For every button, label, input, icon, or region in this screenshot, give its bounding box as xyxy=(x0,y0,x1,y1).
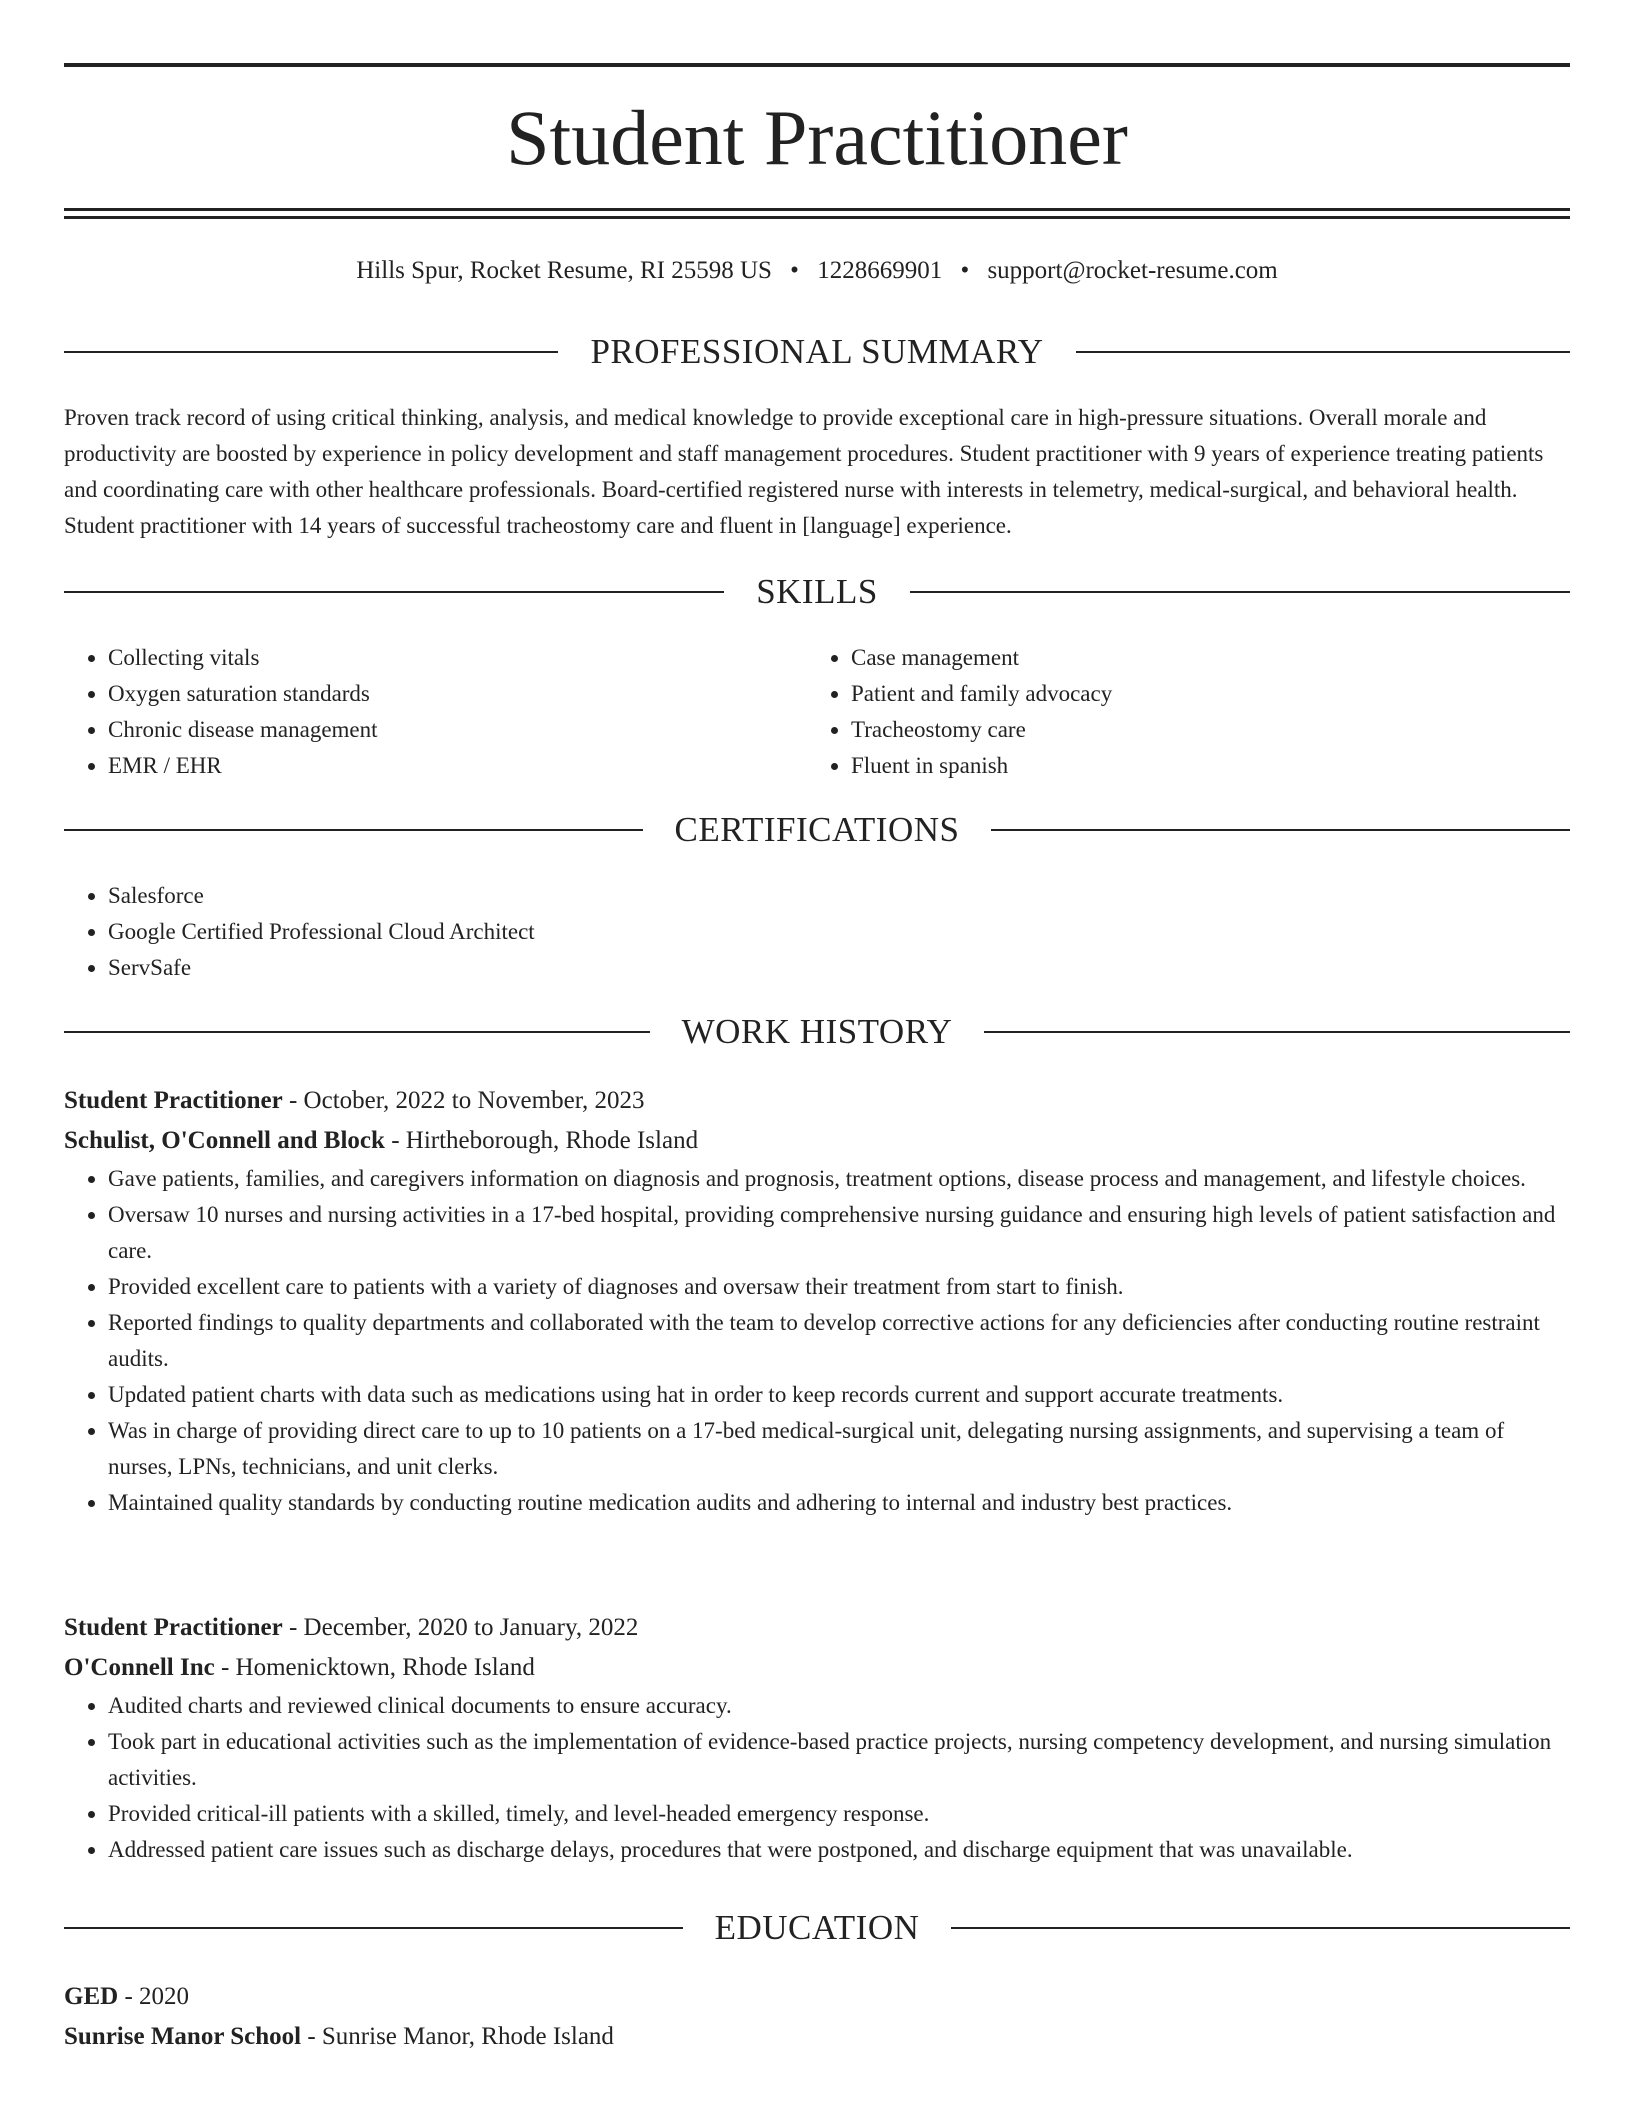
education-degree-line xyxy=(64,1977,1570,2017)
skill-item: • Oxygen saturation standards xyxy=(108,676,808,712)
section-title-skills: SKILLS xyxy=(756,572,878,611)
section-header-certifications xyxy=(64,808,1570,852)
section-title-education: EDUCATION xyxy=(714,1908,920,1947)
section-title-work: WORK HISTORY xyxy=(681,1012,953,1051)
job-bullet: • Took part in educational activities such as the implementation of evidence-based practice projects, nursing competency development, and nursing simulation activities. xyxy=(108,1724,1570,1796)
section-header-education xyxy=(64,1906,1570,1950)
job-dates: - October, 2022 to November, 2023 xyxy=(282,1087,645,1114)
skill-item: • Patient and family advocacy xyxy=(851,676,1551,712)
education-school-line xyxy=(64,2017,1570,2057)
section-header-work xyxy=(64,1010,1570,1054)
job-bullet: • Addressed patient care issues such as discharge delays, procedures that were postponed, and discharge equipment that was unavailable. xyxy=(108,1832,1570,1868)
job-bullet: • Reported findings to quality departments and collaborated with the team to develop corrective actions for any deficiencies after conducting routine restraint audits. xyxy=(108,1305,1570,1377)
education-school: Sunrise Manor School xyxy=(64,2023,302,2050)
job-location: - Homenicktown, Rhode Island xyxy=(214,1654,535,1681)
skill-item: • Tracheostomy care xyxy=(851,712,1551,748)
section-rule xyxy=(64,1927,683,1929)
job-entry xyxy=(64,1081,1570,1521)
job-company-line xyxy=(64,1121,1570,1161)
summary-text: Proven track record of using critical thinking, analysis, and medical knowledge to provide exceptional care in high-pressure situations. Overall morale and productivity are boosted by experience in policy development and staff management procedures. Student practitioner with 9 years of experience treating patients and coordinating care with other healthcare professionals. Board-certified registered nurse with interests in telemetry, medical-surgical, and behavioral health. Student practitioner with 14 years of successful tracheostomy care and fluent in [language] experience. xyxy=(64,405,1544,538)
resume-name-title: Student Practitioner xyxy=(506,94,1128,181)
job-company: Schulist, O'Connell and Block xyxy=(64,1127,385,1154)
contact-phone: 1228669901 xyxy=(817,257,943,284)
skill-item: • EMR / EHR xyxy=(108,748,808,784)
certification-item: • Google Certified Professional Cloud Architect xyxy=(108,914,1008,950)
job-title: Student Practitioner xyxy=(64,1614,283,1641)
title-rule-upper xyxy=(64,208,1570,211)
top-rule xyxy=(64,63,1570,67)
education-degree: GED xyxy=(64,1983,119,2010)
job-bullet: • Gave patients, families, and caregivers information on diagnosis and prognosis, treatment options, disease process and management, and lifestyle choices. xyxy=(108,1161,1570,1197)
section-rule xyxy=(910,591,1570,593)
job-bullet: • Maintained quality standards by conducting routine medication audits and adhering to internal and industry best practices. xyxy=(108,1485,1570,1521)
job-bullet: • Updated patient charts with data such as medications using hat in order to keep records current and support accurate treatments. xyxy=(108,1377,1570,1413)
section-rule xyxy=(951,1927,1570,1929)
job-bullet: • Provided critical-ill patients with a skilled, timely, and level-headed emergency response. xyxy=(108,1796,1570,1832)
skill-item: • Chronic disease management xyxy=(108,712,808,748)
job-dates: - December, 2020 to January, 2022 xyxy=(282,1614,639,1641)
job-company-line xyxy=(64,1648,1570,1688)
job-entry xyxy=(64,1608,1570,1868)
education-year: - 2020 xyxy=(118,1983,190,2010)
section-rule xyxy=(1076,351,1570,353)
job-bullet: • Oversaw 10 nurses and nursing activities in a 17-bed hospital, providing comprehensive nursing guidance and ensuring high levels of patient satisfaction and care. xyxy=(108,1197,1570,1269)
job-title-line xyxy=(64,1608,1570,1648)
education-location: - Sunrise Manor, Rhode Island xyxy=(301,2023,614,2050)
section-rule xyxy=(64,591,724,593)
certification-item: • Salesforce xyxy=(108,878,1008,914)
contact-email: support@rocket-resume.com xyxy=(987,257,1278,284)
job-bullets xyxy=(64,1688,1570,1868)
education-entry xyxy=(64,1977,1570,2057)
certification-item: • ServSafe xyxy=(108,950,1008,986)
section-rule xyxy=(991,829,1570,831)
skill-item: • Collecting vitals xyxy=(108,640,808,676)
section-rule xyxy=(984,1031,1570,1033)
skill-item: • Case management xyxy=(851,640,1551,676)
skills-list-right xyxy=(807,640,1551,784)
job-company: O'Connell Inc xyxy=(64,1654,215,1681)
job-title-line xyxy=(64,1081,1570,1121)
contact-line xyxy=(64,254,1570,288)
title-rule-lower xyxy=(64,216,1570,219)
job-location: - Hirtheborough, Rhode Island xyxy=(384,1127,699,1154)
skill-item: • Fluent in spanish xyxy=(851,748,1551,784)
job-title: Student Practitioner xyxy=(64,1087,283,1114)
section-rule xyxy=(64,351,558,353)
section-rule xyxy=(64,829,643,831)
skills-list-left xyxy=(64,640,808,784)
section-title-certifications: CERTIFICATIONS xyxy=(674,810,960,849)
contact-separator: • xyxy=(960,257,970,284)
job-bullets xyxy=(64,1161,1570,1521)
section-header-skills xyxy=(64,570,1570,614)
certifications-list xyxy=(64,878,1008,986)
job-bullet: • Audited charts and reviewed clinical documents to ensure accuracy. xyxy=(108,1688,1570,1724)
contact-separator: • xyxy=(790,257,799,284)
section-title-summary: PROFESSIONAL SUMMARY xyxy=(590,332,1044,371)
job-bullet: • Was in charge of providing direct care to up to 10 patients on a 17-bed medical-surgical unit, delegating nursing assignments, and supervising a team of nurses, LPNs, technicians, and unit clerks. xyxy=(108,1413,1570,1485)
section-header-summary xyxy=(64,330,1570,374)
contact-address: Hills Spur, Rocket Resume, RI 25598 US xyxy=(356,257,772,284)
section-rule xyxy=(64,1031,650,1033)
job-bullet: • Provided excellent care to patients with a variety of diagnoses and oversaw their treatment from start to finish. xyxy=(108,1269,1570,1305)
